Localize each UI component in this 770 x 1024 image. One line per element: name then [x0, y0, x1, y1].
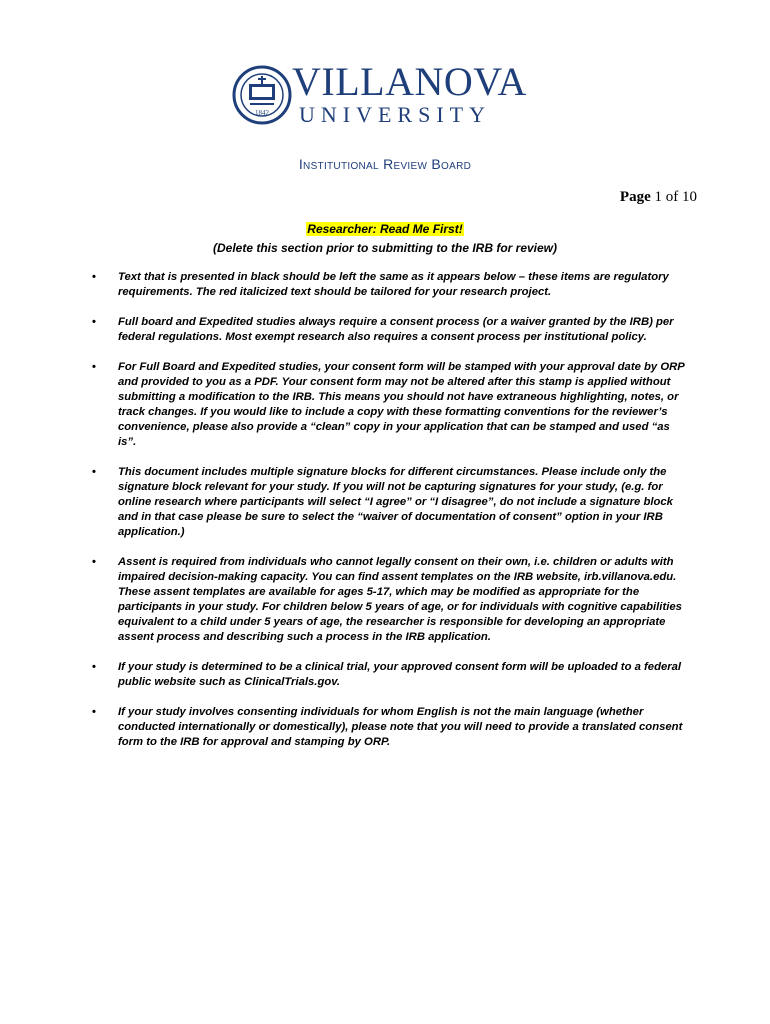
list-item	[90, 555, 690, 645]
list-item-text: This document includes multiple signature blocks for different circumstances. Please include only the signature block relevant for your study. If you will not be capturing signatures for your study, (e.g. for online research where participants will select “I agree” or “I disagree”, do not include a signature block and in that case please be sure to select the “waiver of documentation of consent” option in your IRB application.)	[118, 466, 673, 538]
list-item-text: If your study involves consenting individuals for whom English is not the main language (whether conducted internationally or domestically), please note that you will need to provide a translated consent form to the IRB for approval and stamping by ORP.	[118, 706, 683, 748]
list-item-text: If your study is determined to be a clinical trial, your approved consent form will be uploaded to a federal public website such as ClinicalTrials.gov.	[118, 661, 682, 688]
logo-wordmark-university: UNIVERSITY	[299, 102, 491, 127]
bullet-icon: •	[92, 661, 96, 673]
bullet-icon: •	[92, 466, 96, 478]
bullet-icon: •	[92, 706, 96, 718]
list-item	[90, 705, 690, 750]
list-item-text: For Full Board and Expedited studies, your consent form will be stamped with your approval date by ORP and provided to you as a PDF. Your consent form may not be altered after this stamp is applied without submitting a modification to the IRB. This means you should not have extraneous highlighting, notes, or track changes. If you would like to include a copy with these formatting conventions for the reviewer’s convenience, please also provide a “clean” copy in your application that can be stamped and used “as is”.	[118, 361, 685, 448]
list-item-text: Full board and Expedited studies always require a consent process (or a waiver granted by the IRB) per federal regulations. Most exempt research also requires a consent process per institutional policy.	[118, 316, 674, 343]
page-sep: of	[665, 189, 679, 205]
list-item	[90, 270, 690, 300]
list-item	[90, 315, 690, 345]
page-current: 1	[654, 189, 662, 205]
bullet-icon: •	[92, 316, 96, 328]
page-number	[620, 189, 697, 206]
bullet-icon: •	[92, 361, 96, 373]
irb-title: Institutional Review Board	[298, 156, 472, 172]
notice-heading-text: Researcher: Read Me First!	[307, 222, 463, 236]
university-seal-icon	[232, 62, 292, 128]
list-item	[90, 660, 690, 690]
seal-year: 1842	[255, 109, 269, 117]
logo-wordmark-villanova: VILLANOVA	[292, 59, 527, 104]
bullet-icon: •	[92, 556, 96, 568]
list-item	[90, 360, 690, 450]
list-item	[90, 465, 690, 540]
list-item-text: Text that is presented in black should be left the same as it appears below – these items are regulatory requirements. The red italicized text should be tailored for your research project.	[118, 271, 669, 298]
page-total: 10	[682, 189, 697, 205]
villanova-logo	[230, 60, 550, 130]
instruction-list	[90, 270, 690, 765]
list-item-text: Assent is required from individuals who cannot legally consent on their own, i.e. children or adults with impaired decision-making capacity. You can find assent templates on the IRB website, irb.villanova.edu. These assent templates are available for ages 5-17, which may be modified as appropriate for the participants in your study. For children below 5 years of age, or for individuals with cognitive capabilities equivalent to a child under 5 years of age, the researcher is responsible for developing an appropriate assent process and describing such a process in the IRB application.	[118, 556, 682, 643]
notice-subheading: (Delete this section prior to submitting to the IRB for review)	[212, 241, 558, 255]
page-label: Page	[619, 189, 651, 205]
notice-heading	[0, 222, 770, 236]
bullet-icon: •	[92, 271, 96, 283]
